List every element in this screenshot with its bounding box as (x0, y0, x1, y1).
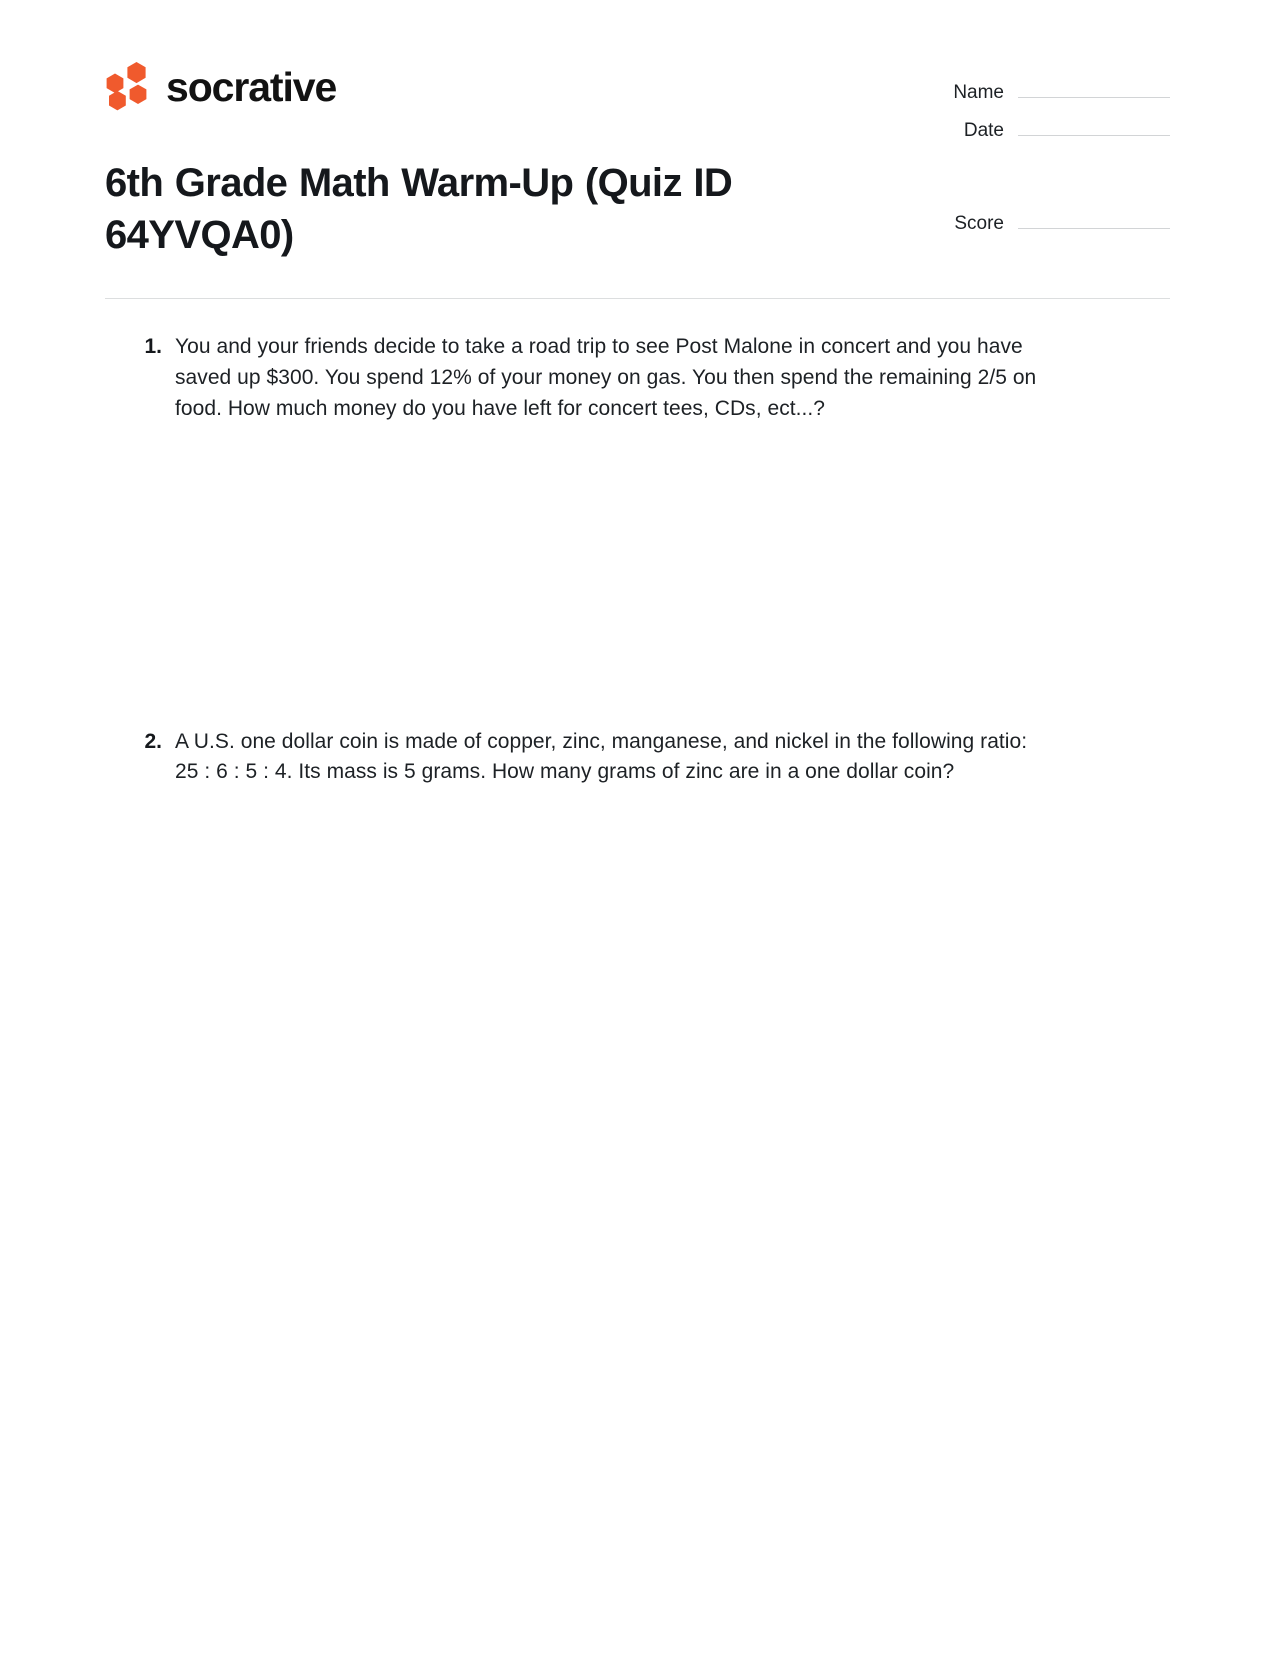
socrative-logo (105, 58, 865, 114)
header-left (105, 58, 865, 261)
socrative-wordmark: socrative (166, 63, 337, 110)
questions-list (0, 332, 1275, 1090)
answer-space[interactable] (175, 425, 1170, 727)
question-item (105, 727, 1170, 1091)
question-body (175, 332, 1170, 727)
student-info-fields (920, 58, 1170, 246)
page-header (0, 0, 1275, 261)
date-input-line[interactable] (1018, 116, 1170, 136)
score-input-line[interactable] (1018, 209, 1170, 229)
name-field-row (920, 78, 1170, 105)
name-input-line[interactable] (1018, 78, 1170, 98)
date-label: Date (963, 119, 1004, 141)
page-title: 6th Grade Math Warm-Up (Quiz ID 64YVQA0) (105, 161, 733, 257)
question-text: A U.S. one dollar coin is made of copper, zinc, manganese, and nickel in the following ratio: 25 : 6 : 5 : 4. Its mass is 5 grams. How many grams of zinc are in a one dollar coin? (175, 729, 1028, 784)
header-divider (105, 298, 1170, 299)
question-text: You and your friends decide to take a road trip to see Post Malone in concert and you have saved up $300. You spend 12% of your money on gas. You then spend the remaining 2/5 on food. How much money do you have left for concert tees, CDs, ect...? (175, 335, 1037, 420)
score-field-row (920, 209, 1170, 236)
question-number: 2. (144, 729, 162, 753)
name-label: Name (953, 82, 1004, 103)
score-label: Score (954, 212, 1004, 234)
question-number: 1. (144, 335, 162, 358)
question-body (175, 727, 1170, 1091)
answer-space[interactable] (175, 788, 1170, 1090)
date-field-row (920, 116, 1170, 143)
question-item (105, 332, 1170, 727)
socrative-hexagon-logo-icon (105, 60, 151, 112)
